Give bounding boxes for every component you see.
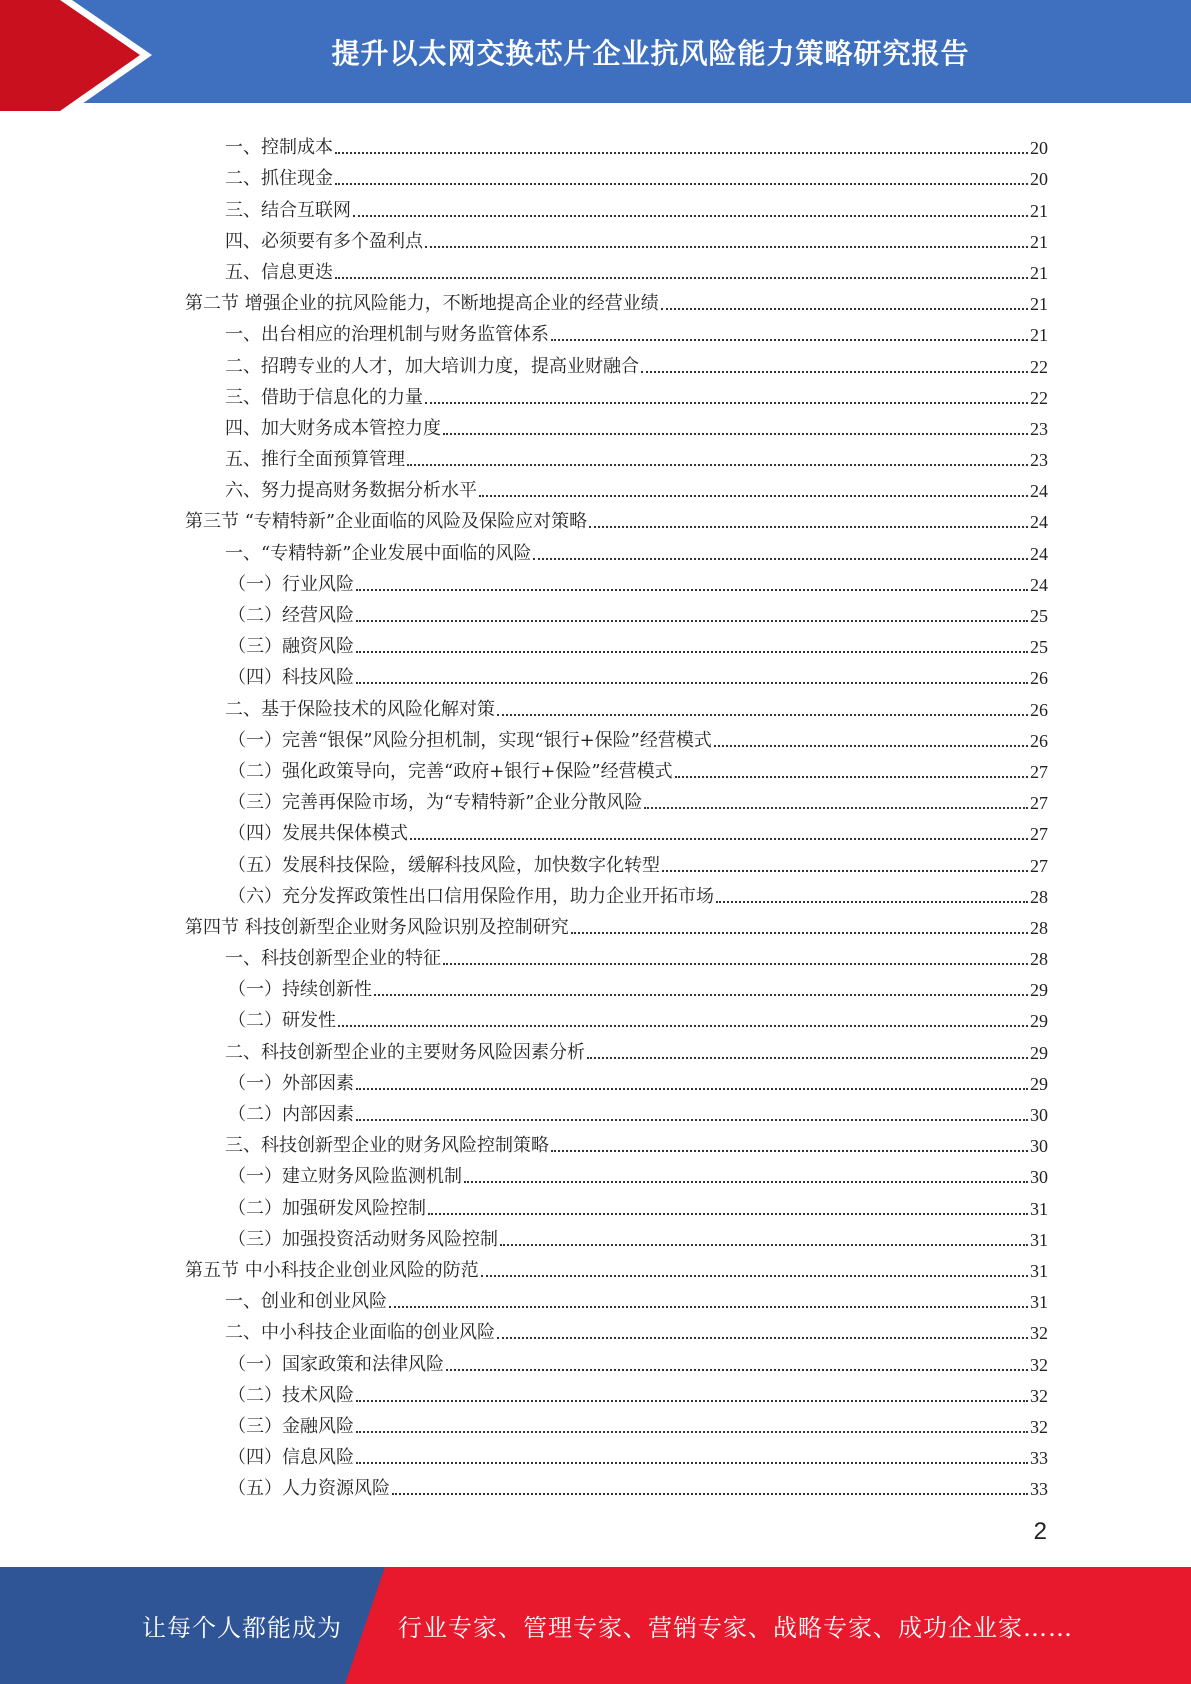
toc-entry-page: 23 [1030, 450, 1048, 471]
toc-entry-label: 五、推行全面预算管理 [225, 449, 405, 471]
toc-entry-page: 30 [1030, 1136, 1048, 1157]
toc-entry-page: 28 [1030, 886, 1048, 907]
toc-entry-page: 27 [1030, 761, 1048, 782]
toc-entry[interactable] [185, 1282, 1048, 1313]
toc-entry[interactable] [185, 159, 1048, 190]
toc-dot-leader [356, 577, 1028, 591]
toc-entry-label: 五、信息更迭 [225, 261, 333, 283]
toc-entry-label: 一、科技创新型企业的特征 [225, 948, 441, 970]
toc-entry-label: 第二节 增强企业的抗风险能力，不断地提高企业的经营业绩 [185, 293, 659, 315]
toc-entry-label: （一）持续创新性 [228, 979, 372, 1001]
toc-dot-leader [716, 889, 1028, 903]
toc-entry-label: （三）完善再保险市场，为“专精特新”企业分散风险 [228, 792, 643, 814]
toc-entry-label: （二）研发性 [228, 1010, 336, 1032]
toc-entry-page: 32 [1030, 1323, 1048, 1344]
toc-entry-label: 六、努力提高财务数据分析水平 [225, 480, 477, 502]
toc-entry[interactable] [185, 346, 1048, 377]
toc-entry-label: （四）发展共保体模式 [228, 823, 408, 845]
toc-dot-leader [571, 920, 1028, 934]
toc-entry-page: 22 [1030, 387, 1048, 408]
toc-entry-page: 31 [1030, 1292, 1048, 1313]
toc-entry[interactable] [185, 471, 1048, 502]
toc-entry-page: 29 [1030, 1042, 1048, 1063]
toc-entry-label: 二、基于保险技术的风险化解对策 [225, 698, 495, 720]
toc-entry-label: 三、借助于信息化的力量 [225, 386, 423, 408]
toc-entry-label: （三）加强投资活动财务风险控制 [228, 1228, 498, 1250]
toc-entry-page: 30 [1030, 1105, 1048, 1125]
toc-entry[interactable] [185, 1344, 1048, 1375]
toc-entry-page: 21 [1030, 231, 1048, 252]
toc-dot-leader [425, 390, 1028, 404]
toc-entry[interactable] [185, 689, 1048, 720]
toc-entry[interactable] [185, 1157, 1048, 1188]
toc-dot-leader [446, 1357, 1028, 1371]
toc-entry-label: 二、科技创新型企业的主要财务风险因素分析 [225, 1041, 585, 1063]
toc-dot-leader [356, 608, 1028, 622]
toc-entry[interactable] [185, 222, 1048, 253]
toc-entry[interactable] [185, 565, 1048, 596]
toc-entry[interactable] [185, 378, 1048, 409]
toc-entry-page: 30 [1030, 1167, 1048, 1188]
toc-entry[interactable] [185, 190, 1048, 221]
toc-dot-leader [533, 546, 1028, 560]
toc-entry-label: 一、“专精特新”企业发展中面临的风险 [225, 542, 532, 564]
toc-entry[interactable] [185, 939, 1048, 970]
toc-dot-leader [675, 764, 1028, 778]
toc-entry-label: （二）经营风险 [228, 605, 354, 626]
toc-entry[interactable] [185, 814, 1048, 845]
toc-entry-label: 一、出台相应的治理机制与财务监管体系 [225, 324, 549, 346]
toc-entry[interactable] [185, 1095, 1048, 1126]
toc-entry-page: 25 [1030, 637, 1048, 658]
footer-slogan-right: 行业专家、管理专家、营销专家、战略专家、成功企业家…… [398, 1614, 1073, 1642]
toc-entry-label: 一、控制成本 [225, 137, 333, 159]
toc-dot-leader [464, 1169, 1028, 1183]
toc-dot-leader [389, 1294, 1028, 1308]
toc-entry-page: 27 [1030, 793, 1048, 814]
toc-entry[interactable] [185, 845, 1048, 876]
toc-entry-label: 三、科技创新型企业的财务风险控制策略 [225, 1135, 549, 1157]
footer-slogan-left: 让每个人都能成为 [142, 1614, 342, 1642]
toc-entry-page: 31 [1030, 1198, 1048, 1219]
toc-entry-label: （二）强化政策导向，完善“政府+银行+保险”经营模式 [228, 760, 673, 782]
toc-dot-leader [497, 702, 1028, 716]
toc-entry-page: 21 [1030, 200, 1048, 221]
toc-entry-page: 25 [1030, 606, 1048, 626]
toc-entry[interactable] [185, 315, 1048, 346]
toc-dot-leader [551, 327, 1028, 341]
toc-entry-page: 21 [1030, 262, 1048, 283]
toc-entry-label: （五）发展科技保险，缓解科技风险，加快数字化转型 [228, 854, 660, 876]
toc-dot-leader [335, 265, 1028, 279]
toc-dot-leader [497, 1325, 1028, 1339]
toc-dot-leader [356, 1419, 1028, 1433]
toc-entry-page: 26 [1030, 699, 1048, 720]
toc-entry-page: 24 [1030, 574, 1048, 595]
toc-dot-leader [641, 359, 1028, 373]
toc-entry-label: 二、抓住现金 [225, 168, 333, 190]
toc-entry[interactable] [185, 409, 1048, 440]
toc-dot-leader [479, 483, 1028, 497]
toc-entry-page: 21 [1030, 294, 1048, 315]
toc-dot-leader [356, 639, 1028, 653]
toc-dot-leader [335, 140, 1028, 154]
toc-dot-leader [356, 1107, 1028, 1121]
toc-entry-page: 32 [1030, 1385, 1048, 1406]
toc-dot-leader [407, 452, 1028, 466]
toc-entry-page: 24 [1030, 543, 1048, 564]
toc-dot-leader [662, 858, 1028, 872]
toc-entry-label: （四）科技风险 [228, 667, 354, 689]
toc-dot-leader [353, 203, 1028, 217]
table-of-contents [185, 128, 1048, 1500]
toc-entry-page: 33 [1030, 1448, 1048, 1469]
toc-dot-leader [661, 296, 1028, 310]
toc-entry-label: （三）融资风险 [228, 636, 354, 658]
toc-entry[interactable] [185, 1001, 1048, 1032]
toc-entry-label: （一）行业风险 [228, 573, 354, 595]
toc-entry[interactable] [185, 1438, 1048, 1469]
toc-entry[interactable] [185, 877, 1048, 908]
toc-entry-page: 22 [1030, 356, 1048, 377]
toc-entry[interactable] [185, 721, 1048, 752]
toc-entry-label: （二）内部因素 [228, 1104, 354, 1125]
toc-entry-label: （四）信息风险 [228, 1447, 354, 1469]
toc-entry-page: 29 [1030, 980, 1048, 1001]
toc-entry-page: 33 [1030, 1479, 1048, 1500]
toc-entry-label: （六）充分发挥政策性出口信用保险作用，助力企业开拓市场 [228, 885, 714, 907]
toc-entry-page: 20 [1030, 138, 1048, 159]
toc-entry-label: （一）外部因素 [228, 1072, 354, 1094]
toc-entry-page: 26 [1030, 730, 1048, 751]
toc-entry[interactable] [185, 596, 1048, 627]
toc-entry-label: 第五节 中小科技企业创业风险的防范 [185, 1259, 479, 1281]
toc-entry[interactable] [185, 533, 1048, 564]
toc-entry-label: 四、必须要有多个盈利点 [225, 230, 423, 252]
toc-entry-page: 32 [1030, 1416, 1048, 1437]
toc-entry-page: 28 [1030, 917, 1048, 938]
toc-entry-label: 第四节 科技创新型企业财务风险识别及控制研究 [185, 916, 569, 938]
toc-dot-leader [443, 951, 1028, 965]
toc-dot-leader [500, 1232, 1028, 1246]
toc-entry-label: （一）完善“银保”风险分担机制，实现“银行+保险”经营模式 [228, 729, 712, 751]
toc-entry-label: 四、加大财务成本管控力度 [225, 417, 441, 439]
toc-dot-leader [443, 421, 1028, 435]
toc-section-entry[interactable] [185, 908, 1048, 939]
toc-entry-label: （二）加强研发风险控制 [228, 1197, 426, 1219]
toc-section-entry[interactable] [185, 284, 1048, 315]
toc-entry[interactable] [185, 752, 1048, 783]
toc-dot-leader [356, 1076, 1028, 1090]
toc-entry[interactable] [185, 1220, 1048, 1251]
report-title: 提升以太网交换芯片企业抗风险能力策略研究报告 [331, 36, 970, 70]
toc-entry[interactable] [185, 783, 1048, 814]
toc-entry-page: 31 [1030, 1260, 1048, 1281]
toc-dot-leader [714, 733, 1028, 747]
toc-entry-page: 21 [1030, 325, 1048, 346]
toc-entry[interactable] [185, 1407, 1048, 1438]
toc-entry-page: 29 [1030, 1073, 1048, 1094]
toc-dot-leader [374, 982, 1028, 996]
toc-entry[interactable] [185, 1376, 1048, 1407]
toc-entry-page: 32 [1030, 1354, 1048, 1375]
toc-dot-leader [356, 670, 1028, 684]
toc-entry-label: （一）建立财务风险监测机制 [228, 1166, 462, 1188]
toc-entry[interactable] [185, 440, 1048, 471]
toc-dot-leader [587, 1045, 1028, 1059]
toc-entry-label: （一）国家政策和法律风险 [228, 1353, 444, 1375]
toc-entry-label: 一、创业和创业风险 [225, 1291, 387, 1313]
toc-entry-label: 二、中小科技企业面临的创业风险 [225, 1322, 495, 1344]
toc-dot-leader [425, 234, 1028, 248]
toc-entry-page: 24 [1030, 481, 1048, 502]
toc-dot-leader [335, 171, 1028, 185]
toc-entry-label: 第三节 “专精特新”企业面临的风险及保险应对策略 [185, 511, 588, 533]
toc-entry-label: （三）金融风险 [228, 1415, 354, 1437]
page-header [0, 0, 1191, 111]
toc-dot-leader [392, 1481, 1028, 1495]
toc-entry-page: 29 [1030, 1011, 1048, 1032]
toc-entry[interactable] [185, 1313, 1048, 1344]
toc-entry-page: 20 [1030, 169, 1048, 190]
toc-entry[interactable] [185, 1469, 1048, 1500]
toc-dot-leader [356, 1450, 1028, 1464]
toc-entry[interactable] [185, 1188, 1048, 1219]
toc-dot-leader [589, 514, 1028, 528]
toc-section-entry[interactable] [185, 1251, 1048, 1282]
toc-entry-page: 27 [1030, 855, 1048, 876]
toc-entry-page: 23 [1030, 418, 1048, 439]
page-footer [0, 1567, 1191, 1684]
toc-dot-leader [551, 1138, 1028, 1152]
toc-entry[interactable] [185, 253, 1048, 284]
toc-entry-label: （二）技术风险 [228, 1384, 354, 1406]
toc-dot-leader [644, 795, 1028, 809]
toc-entry-label: 二、招聘专业的人才，加大培训力度，提高业财融合 [225, 355, 639, 377]
toc-entry-page: 31 [1030, 1229, 1048, 1250]
toc-entry-label: 三、结合互联网 [225, 199, 351, 221]
toc-entry[interactable] [185, 1126, 1048, 1157]
toc-entry-page: 27 [1030, 824, 1048, 845]
toc-entry[interactable] [185, 627, 1048, 658]
toc-entry[interactable] [185, 128, 1048, 159]
toc-dot-leader [428, 1201, 1028, 1215]
toc-dot-leader [338, 1013, 1028, 1027]
toc-section-entry[interactable] [185, 502, 1048, 533]
page-number: 2 [1033, 1518, 1047, 1545]
toc-entry-page: 28 [1030, 949, 1048, 970]
toc-entry[interactable] [185, 658, 1048, 689]
toc-entry[interactable] [185, 970, 1048, 1001]
toc-dot-leader [356, 1388, 1028, 1402]
toc-entry-label: （五）人力资源风险 [228, 1478, 390, 1500]
toc-dot-leader [410, 826, 1028, 840]
toc-entry[interactable] [185, 1032, 1048, 1063]
toc-entry[interactable] [185, 1064, 1048, 1095]
toc-entry-page: 26 [1030, 668, 1048, 689]
toc-entry-page: 24 [1030, 512, 1048, 533]
toc-dot-leader [481, 1263, 1028, 1277]
